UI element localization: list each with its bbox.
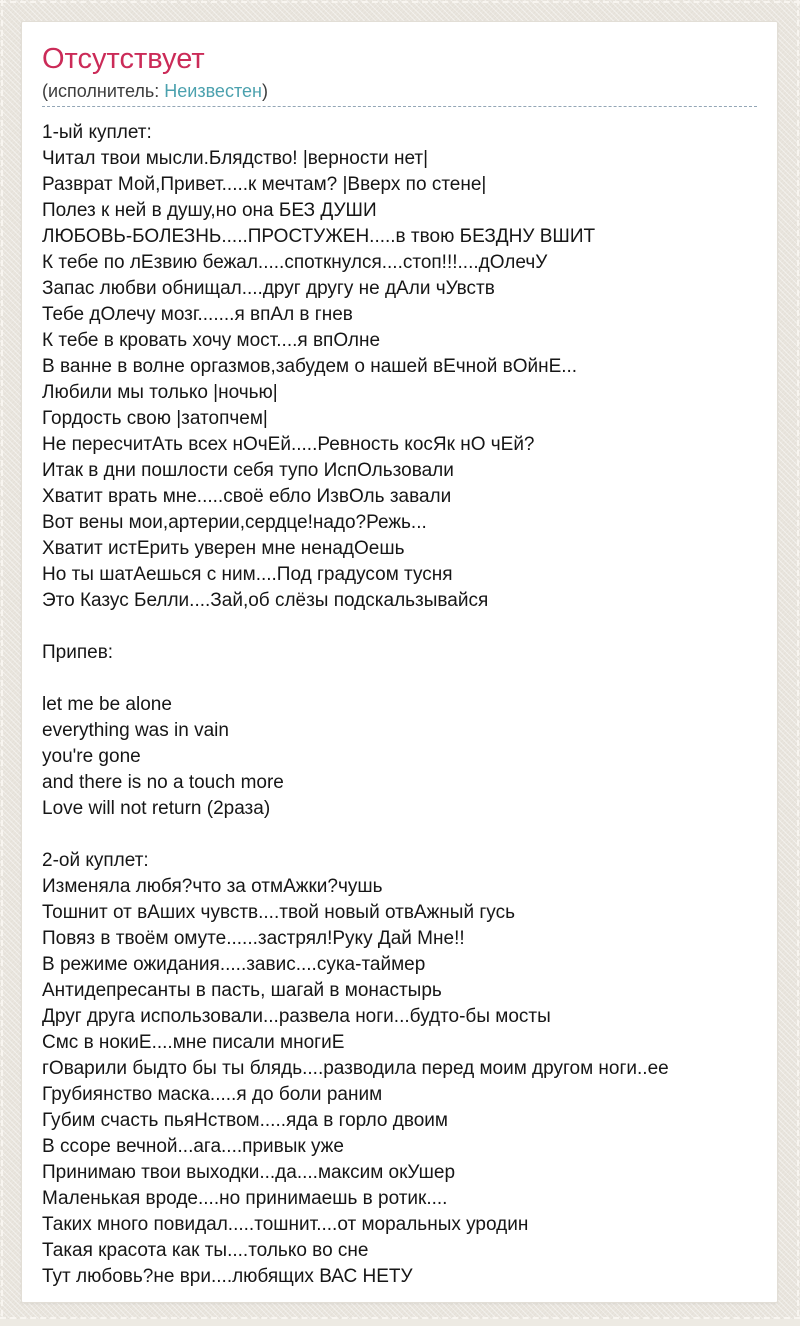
lyrics-line: Такая красота как ты....только во сне — [42, 1240, 369, 1261]
lyrics-line: Хватит врать мне.....своё ебло ИзвОль завали — [42, 486, 452, 507]
lyrics-line: В ссоре вечной...ага....привык уже — [42, 1136, 344, 1157]
lyrics-line: Разврат Мой,Привет.....к мечтам? |Вверх по стене| — [42, 174, 487, 195]
lyrics-block — [42, 120, 757, 1290]
lyrics-line: everything was in vain — [42, 720, 229, 741]
lyrics-line: ЛЮБОВЬ-БОЛЕЗНЬ.....ПРОСТУЖЕН.....в твою БЕЗДНУ ВШИТ — [42, 226, 596, 247]
lyrics-line: Тошнит от вАших чувств....твой новый отвАжный гусь — [42, 902, 515, 923]
lyrics-line — [42, 614, 757, 640]
lyrics-card — [21, 21, 778, 1303]
stitched-edge-left — [1, 0, 3, 1326]
lyrics-line: Друг друга использовали...развела ноги...будто-бы мосты — [42, 1006, 551, 1027]
lyrics-line: Вот вены мои,артерии,сердце!надо?Режь... — [42, 512, 427, 533]
lyrics-line: Тебе дОлечу мозг.......я впАл в гнев — [42, 304, 353, 325]
lyrics-line: Love will not return (2раза) — [42, 798, 271, 819]
lyrics-line: Запас любви обнищал....друг другу не дАли чУвств — [42, 278, 495, 299]
lyrics-line: Тут любовь?не ври....любящих ВАС НЕТУ — [42, 1266, 413, 1287]
lyrics-line: Полез к ней в душу,но она БЕЗ ДУШИ — [42, 200, 377, 221]
lyrics-line: Это Казус Белли....Зай,об слёзы подскальзывайся — [42, 590, 489, 611]
lyrics-line: Маленькая вроде....но принимаешь в ротик.... — [42, 1188, 448, 1209]
lyrics-line: Гордость свою |затопчем| — [42, 408, 268, 429]
lyrics-line: Повяз в твоём омуте......застрял!Руку Дай Мне!! — [42, 928, 465, 949]
stitched-edge-top — [0, 1, 800, 3]
lyrics-line: 2-ой куплет: — [42, 850, 149, 871]
lyrics-line: Любили мы только |ночью| — [42, 382, 278, 403]
lyrics-line: В режиме ожидания.....завис....сука-таймер — [42, 954, 426, 975]
lyrics-line: Припев: — [42, 642, 114, 663]
lyrics-line: В ванне в волне оргазмов,забудем о нашей вЕчной вОйнЕ... — [42, 356, 578, 377]
lyrics-line: 1-ый куплет: — [42, 122, 152, 143]
artist-link[interactable]: Неизвестен — [164, 81, 262, 101]
lyrics-line: Смс в нокиЕ....мне писали многиЕ — [42, 1032, 345, 1053]
lyrics-line: К тебе по лЕзвию бежал.....споткнулся....стоп!!!....дОлечУ — [42, 252, 548, 273]
artist-label-prefix: (исполнитель: — [42, 81, 165, 101]
lyrics-line: let me be alone — [42, 694, 172, 715]
lyrics-line: гОварили быдто бы ты блядь....разводила перед моим другом ноги..ее — [42, 1058, 669, 1079]
lyrics-line: Принимаю твои выходки...да....максим окУшер — [42, 1162, 456, 1183]
page-title: Отсутствует — [42, 43, 205, 75]
lyrics-line: Губим счасть пьяНством.....яда в горло двоим — [42, 1110, 448, 1131]
stitched-edge-bottom — [0, 1317, 800, 1319]
lyrics-line: Но ты шатАешься с ним....Под градусом тусня — [42, 564, 453, 585]
lyrics-line: Таких много повидал.....тошнит....от моральных уродин — [42, 1214, 529, 1235]
lyrics-line: Антидепресанты в пасть, шагай в монастырь — [42, 980, 442, 1001]
lyrics-line: К тебе в кровать хочу мост....я впОлне — [42, 330, 381, 351]
lyrics-line: and there is no a touch more — [42, 772, 284, 793]
lyrics-line: Итак в дни пошлости себя тупо ИспОльзовали — [42, 460, 454, 481]
artist-label-suffix: ) — [261, 81, 268, 101]
footer-strip — [0, 1319, 800, 1326]
lyrics-line — [42, 822, 757, 848]
stitched-edge-right — [797, 0, 799, 1326]
artist-line — [42, 81, 757, 107]
lyrics-line: Не пересчитАть всех нОчЕй.....Ревность косЯк нО чЕй? — [42, 434, 535, 455]
lyrics-line: Изменяла любя?что за отмАжки?чушь — [42, 876, 383, 897]
lyrics-line: Грубиянство маска.....я до боли раним — [42, 1084, 383, 1105]
lyrics-line: Читал твои мысли.Блядство! |верности нет| — [42, 148, 429, 169]
lyrics-line: you're gone — [42, 746, 141, 767]
lyrics-line — [42, 666, 757, 692]
lyrics-line: Хватит истЕрить уверен мне ненадОешь — [42, 538, 405, 559]
